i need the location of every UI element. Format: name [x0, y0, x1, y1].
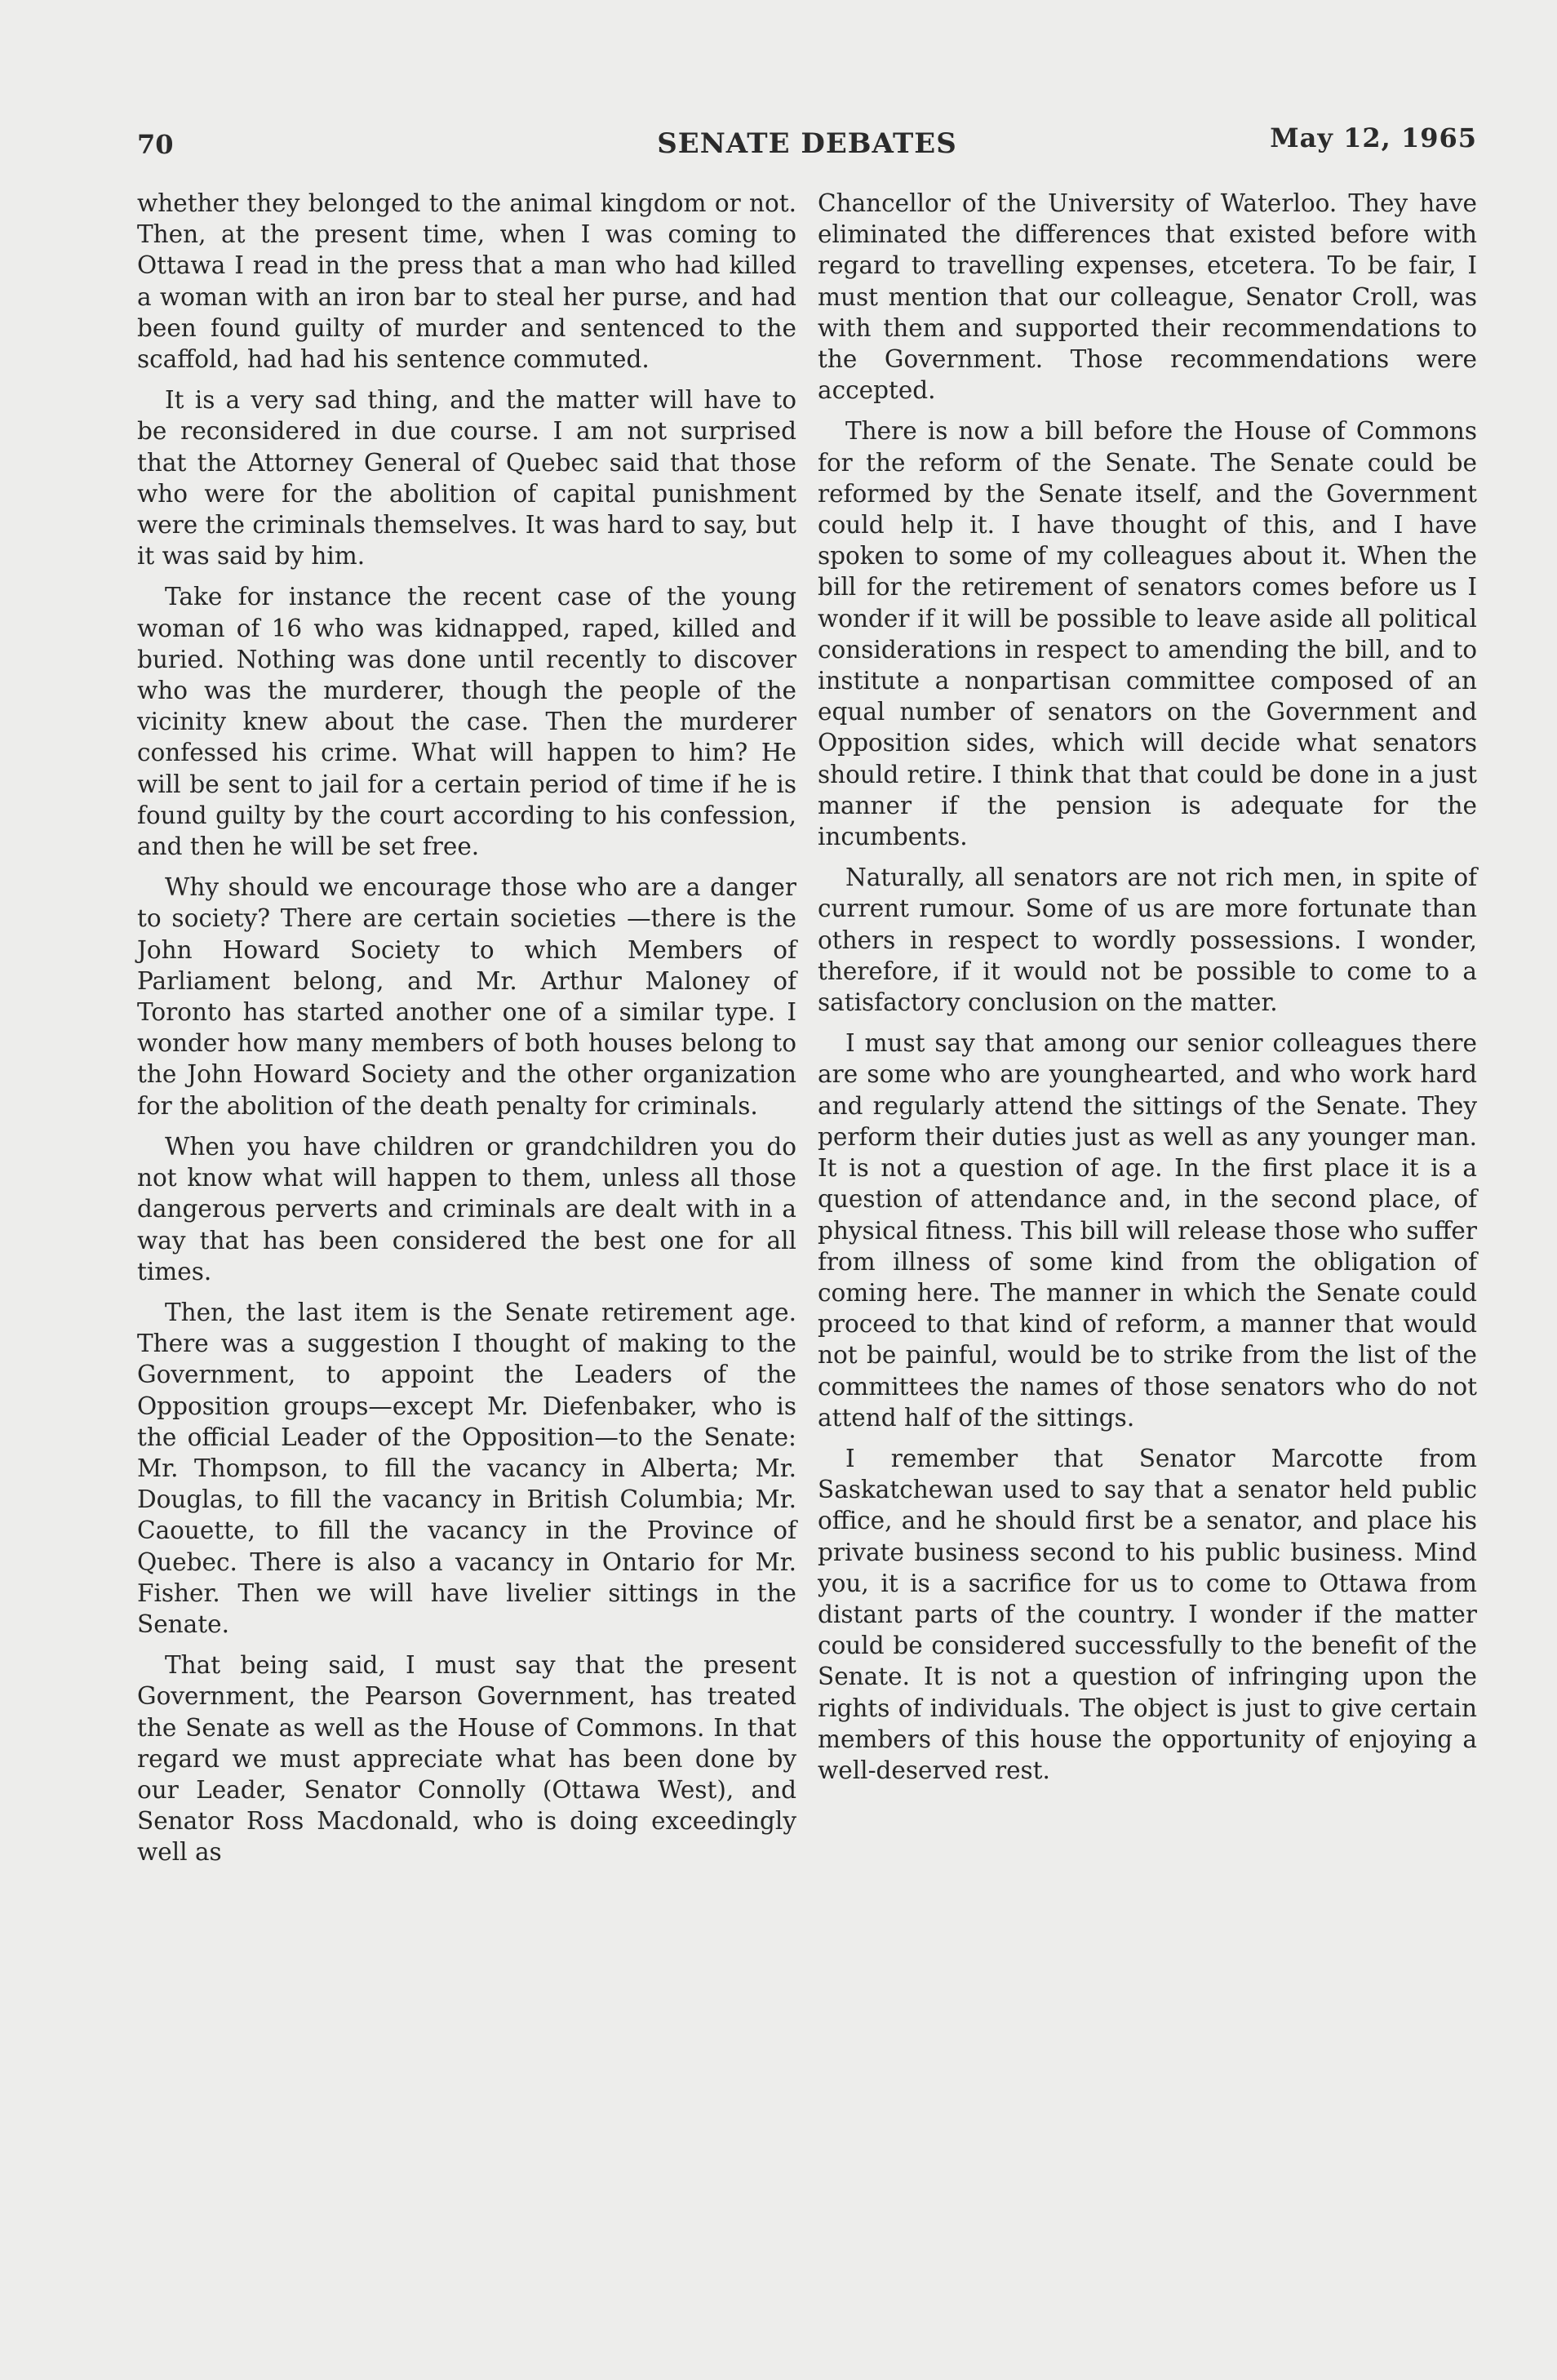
paragraph: Naturally, all senators are not rich men, in spite of current rumour. Some of us are more fortunate than others in respect to wordly possessions. I wonder, therefore, if it would not be possible to come to a satisfactory conclusion on the matter.: [818, 864, 1477, 1017]
paragraph: When you have children or grandchildren you do not know what will happen to them, unless all those dangerous perverts and criminals are dealt with in a way that has been considered the best one for all times.: [137, 1132, 796, 1285]
page-header: [137, 122, 1477, 171]
paragraph: Chancellor of the University of Waterloo. They have eliminated the differences that existed before with regard to travelling expenses, etcetera. To be fair, I must mention that our colleague, Senator Croll, was with them and supported their recommendations to the Government. Those recommendations were accepted.: [818, 189, 1477, 405]
left-column: [137, 188, 796, 1878]
paragraph: Take for instance the recent case of the young woman of 16 who was kidnapped, raped, killed and buried. Nothing was done until recently to discover who was the murderer, though the people of the vicinity knew about the case. Then the murderer confessed his crime. What will happen to him? He will be sent to jail for a certain period of time if he is found guilty by the court according to his confession, and then he will be set free.: [137, 583, 796, 861]
paragraph: whether they belonged to the animal kingdom or not. Then, at the present time, when I was coming to Ottawa I read in the press that a man who had killed a woman with an iron bar to steal her purse, and had been found guilty of murder and sentenced to the scaffold, had had his sentence commuted.: [137, 189, 796, 374]
right-column: [818, 188, 1477, 1796]
paragraph: That being said, I must say that the present Government, the Pearson Government, has treated the Senate as well as the House of Commons. In that regard we must appreciate what has been done by our Leader, Senator Connolly (Ottawa West), and Senator Ross Macdonald, who is doing exceedingly well as: [137, 1651, 796, 1867]
page-date: May 12, 1965: [1270, 122, 1477, 153]
paragraph: It is a very sad thing, and the matter will have to be reconsidered in due course. I am not surprised that the Attorney General of Quebec said that those who were for the abolition of capital punishment were the criminals themselves. It was hard to say, but it was said by him.: [137, 386, 796, 571]
paragraph: I must say that among our senior colleagues there are some who are younghearted, and who work hard and regularly attend the sittings of the Senate. They perform their duties just as well as any younger man. It is not a question of age. In the first place it is a question of attendance and, in the second place, of physical fitness. This bill will release those who suffer from illness of some kind from the obligation of coming here. The manner in which the Senate could proceed to that kind of reform, a manner that would not be painful, would be to strike from the list of the committees the names of those senators who do not attend half of the sittings.: [818, 1029, 1477, 1432]
paragraph: There is now a bill before the House of Commons for the reform of the Senate. The Senate could be reformed by the Senate itself, and the Government could help it. I have thought of this, and I have spoken to some of my colleagues about it. When the bill for the retirement of senators comes before us I wonder if it will be possible to leave aside all political considerations in respect to amending the bill, and to institute a nonpartisan committee composed of an equal number of senators on the Government and Opposition sides, which will decide what senators should retire. I think that that could be done in a just manner if the pension is adequate for the incumbents.: [818, 417, 1477, 851]
paragraph: I remember that Senator Marcotte from Saskatchewan used to say that a senator held public office, and he should first be a senator, and place his private business second to his public business. Mind you, it is a sacrifice for us to come to Ottawa from distant parts of the country. I wonder if the matter could be considered successfully to the benefit of the Senate. It is not a question of infringing upon the rights of individuals. The object is just to give certain members of this house the opportunity of enjoying a well-deserved rest.: [818, 1444, 1477, 1784]
running-title: SENATE DEBATES: [657, 127, 957, 160]
paragraph: Then, the last item is the Senate retirement age. There was a suggestion I thought of making to the Government, to appoint the Leaders of the Opposition groups—except Mr. Diefenbaker, who is the official Leader of the Opposition—to the Senate: Mr. Thompson, to fill the vacancy in Alberta; Mr. Douglas, to fill the vacancy in British Columbia; Mr. Caouette, to fill the vacancy in the Province of Quebec. There is also a vacancy in Ontario for Mr. Fisher. Then we will have livelier sittings in the Senate.: [137, 1298, 796, 1638]
page-number: 70: [137, 129, 174, 160]
paragraph: Why should we encourage those who are a danger to society? There are certain societies —there is the John Howard Society to which Members of Parliament belong, and Mr. Arthur Maloney of Toronto has started another one of a similar type. I wonder how many members of both houses belong to the John Howard Society and the other organization for the abolition of the death penalty for criminals.: [137, 873, 796, 1120]
